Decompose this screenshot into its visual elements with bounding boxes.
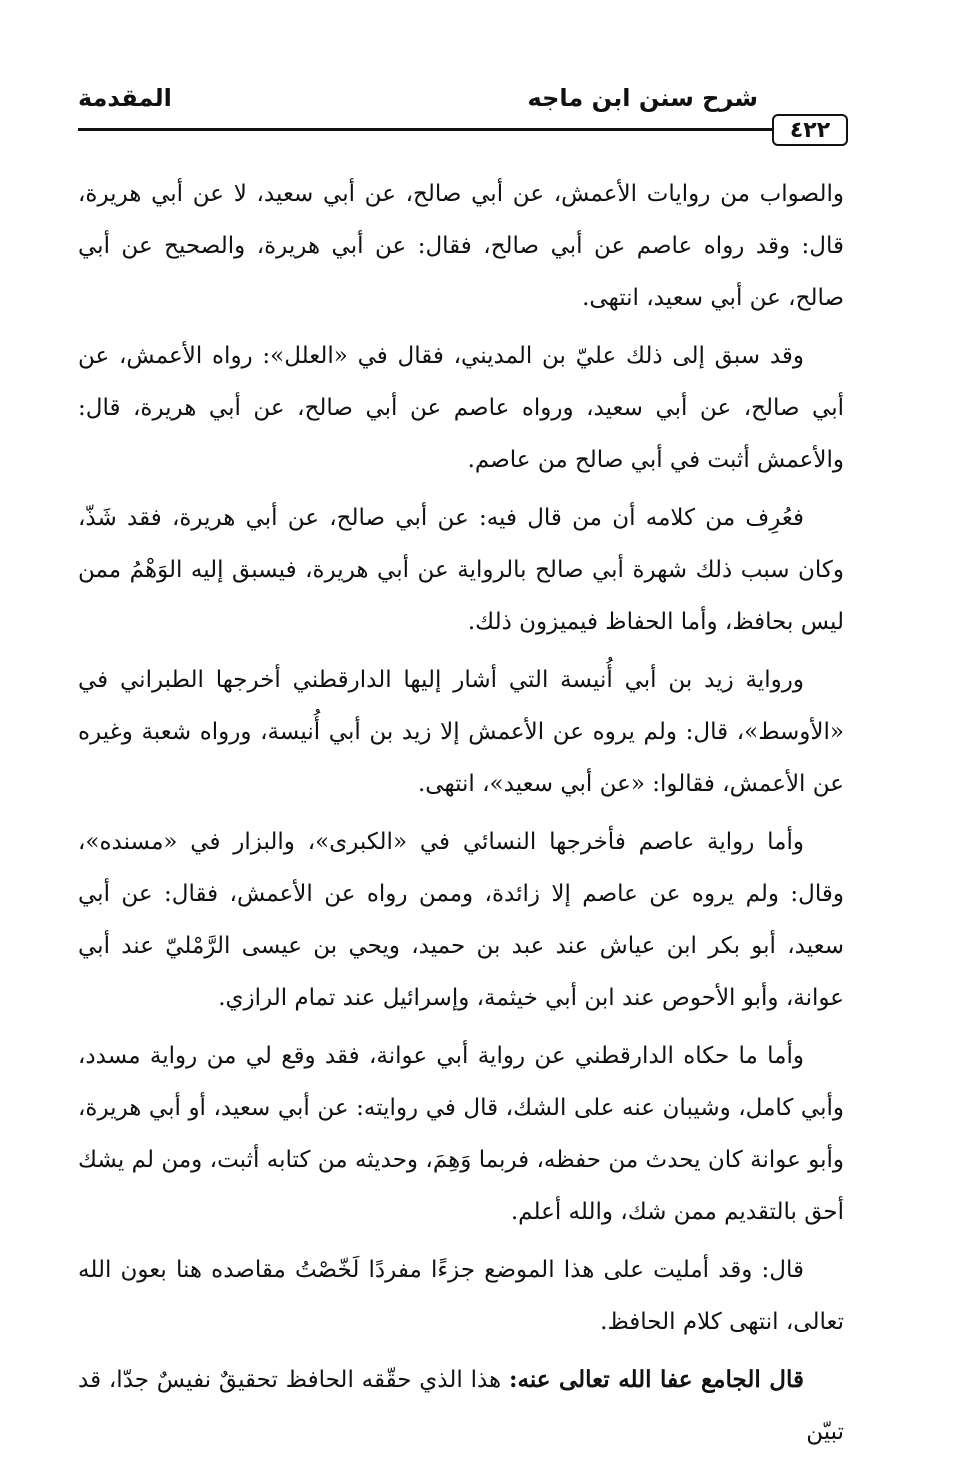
- paragraph: [78, 1354, 844, 1458]
- paragraph: ورواية زيد بن أبي أُنيسة التي أشار إليها الدارقطني أخرجها الطبراني في «الأوسط»، قال: ولم يروه عن الأعمش إلا زيد بن أبي أُنيسة، ورواه شعبة وغيره عن الأعمش، فقالوا: «عن أبي سعيد»، انتهى.: [78, 667, 844, 797]
- page-number: ٤٢٢: [772, 114, 848, 146]
- compiler-lead: قال الجامع عفا الله تعالى عنه:: [509, 1366, 804, 1393]
- header-rule: [78, 128, 774, 131]
- book-title: شرح سنن ابن ماجه: [527, 84, 758, 112]
- section-title: المقدمة: [78, 84, 172, 112]
- paragraph: وأما رواية عاصم فأخرجها النسائي في «الكبرى»، والبزار في «مسنده»، وقال: ولم يروه عن عاصم إلا زائدة، وممن رواه عن الأعمش، فقال: عن أبي سعيد، أبو بكر ابن عياش عند عبد بن حميد، ويحي بن عيسى الرَّمْليّ عند أبي عوانة، وأبو الأحوص عند ابن أبي خيثمة، وإسرائيل عند تمام الرازي.: [78, 829, 844, 1011]
- paragraph: وقد سبق إلى ذلك عليّ بن المديني، فقال في «العلل»: رواه الأعمش، عن أبي صالح، عن أبي سعيد، ورواه عاصم عن أبي صالح، عن أبي هريرة، قال: والأعمش أثبت في أبي صالح من عاصم.: [78, 343, 844, 473]
- paragraph: والصواب من روايات الأعمش، عن أبي صالح، عن أبي سعيد، لا عن أبي هريرة، قال: وقد رواه عاصم عن أبي صالح، فقال: عن أبي هريرة، والصحيح عن أبي صالح، عن أبي سعيد، انتهى.: [78, 181, 844, 311]
- page-header: [78, 84, 844, 148]
- paragraph: وأما ما حكاه الدارقطني عن رواية أبي عوانة، فقد وقع لي من رواية مسدد، وأبي كامل، وشيبان عنه على الشك، قال في روايته: عن أبي سعيد، أو أبي هريرة، وأبو عوانة كان يحدث من حفظه، فربما وَهِمَ، وحديثه من كتابه أثبت، ومن لم يشك أحق بالتقديم ممن شك، والله أعلم.: [78, 1043, 844, 1225]
- paragraph: قال: وقد أمليت على هذا الموضع جزءًا مفردًا لَخّصْتُ مقاصده هنا بعون الله تعالى، انتهى كلام الحافظ.: [78, 1257, 844, 1335]
- paragraph: فعُرِف من كلامه أن من قال فيه: عن أبي صالح، عن أبي هريرة، فقد شَذّ، وكان سبب ذلك شهرة أبي صالح بالرواية عن أبي هريرة، فيسبق إليه الوَهْمُ ممن ليس بحافظ، وأما الحفاظ فيميزون ذلك.: [78, 505, 844, 635]
- page-body: [78, 168, 844, 1464]
- paragraph-text: هذا الذي حقّقه الحافظ تحقيقٌ نفيسٌ جدّا، قد تبيّن: [78, 1367, 844, 1445]
